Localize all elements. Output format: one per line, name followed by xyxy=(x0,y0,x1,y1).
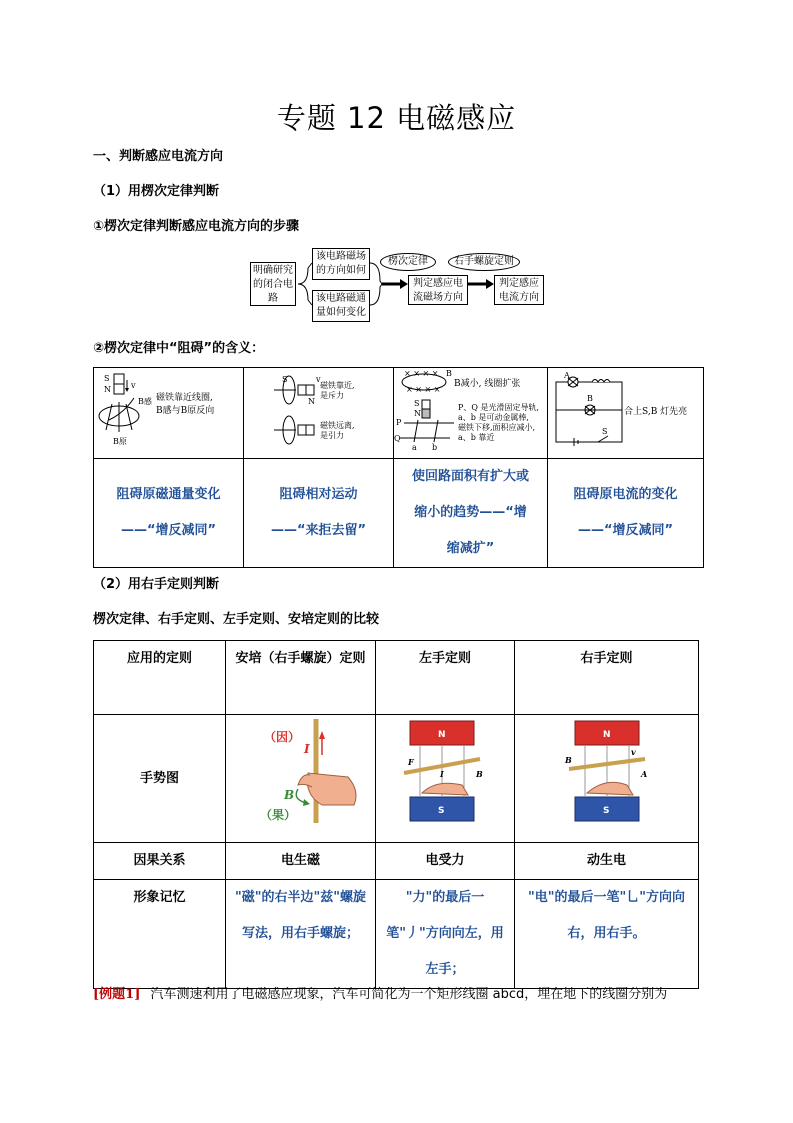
label-p: P xyxy=(396,418,402,427)
area-change-diagram xyxy=(394,368,547,458)
flow-cloud-lenz: 楞次定律 xyxy=(380,253,436,271)
flow-mid-box: 判定感应电流磁场方向 xyxy=(408,275,468,305)
label-switch-s: S xyxy=(602,427,608,436)
label-n: N xyxy=(104,385,111,394)
label-b-original: B原 xyxy=(113,437,127,446)
label-n-top: N xyxy=(308,397,315,406)
cell-relative-motion: 阻碍相对运动——“来拒去留” xyxy=(244,459,394,568)
fig3-text5: a、b 靠近 xyxy=(458,433,495,442)
section-heading-6: 楞次定律、右手定则、左手定则、安培定则的比较 xyxy=(93,612,380,627)
label-s3: S xyxy=(414,399,420,408)
label-s: S xyxy=(104,374,110,383)
page-title: 专题 12 电磁感应 xyxy=(276,101,517,135)
label-n3: N xyxy=(414,409,421,418)
cell-current-change: 阻碍原电流的变化——“增反减同” xyxy=(548,459,704,568)
label-s-right: S xyxy=(603,806,610,816)
label-a-right: A xyxy=(641,769,648,779)
fig2-text1: 磁铁靠近, xyxy=(320,381,355,390)
label-v: v xyxy=(131,381,136,390)
left-hand-figure xyxy=(376,715,514,827)
cause-left-hand: 电受力 xyxy=(376,843,515,880)
cause-ampere: 电生磁 xyxy=(226,843,376,880)
label-field-b: B xyxy=(284,788,295,802)
flow-cloud-right-hand-screw: 右手螺旋定则 xyxy=(448,253,520,271)
gesture-left-hand xyxy=(376,715,515,843)
header-left-hand-rule: 左手定则 xyxy=(376,641,515,715)
fig2-text2: 是斥力 xyxy=(320,391,344,400)
fig-self-induction-circuit xyxy=(548,368,704,459)
section-heading-5: （2）用右手定则判断 xyxy=(93,577,220,592)
memory-right-hand: "电"的最后一笔"乚"方向向右，用右手。 xyxy=(515,880,699,989)
cause-right-hand: 动生电 xyxy=(515,843,699,880)
repel-attract-diagram xyxy=(244,368,393,458)
header-right-hand-rule: 右手定则 xyxy=(515,641,699,715)
header-ampere-rule: 安培（右手螺旋）定则 xyxy=(226,641,376,715)
fig2-text4: 是引力 xyxy=(320,431,344,440)
lenz-flowchart xyxy=(250,243,550,325)
fig4-text1: 合上S,B 灯先亮 xyxy=(624,407,688,417)
fig3-text2: P、Q 是光滑固定导轨, xyxy=(458,403,540,412)
example-label: [例题1] xyxy=(93,987,141,1002)
section-heading-3: ①楞次定律判断感应电流方向的步骤 xyxy=(93,219,300,234)
gesture-ampere xyxy=(226,715,376,843)
fig-approach-repel xyxy=(244,368,394,459)
flow-bottom-box: 该电路磁通量如何变化 xyxy=(312,290,370,322)
label-current-i: I xyxy=(304,742,310,756)
fig-area-change xyxy=(394,368,548,459)
flow-start-box: 明确研究的闭合电路 xyxy=(250,262,296,306)
rule-comparison-table xyxy=(93,640,699,989)
fig2-text3: 磁铁远离, xyxy=(320,421,355,430)
label-lamp-a: A xyxy=(564,371,570,380)
label-cause: （因） xyxy=(264,730,301,744)
label-q: Q xyxy=(394,434,401,443)
fig1-text1: 磁铁靠近线圈, xyxy=(156,393,213,403)
magnet-coil-diagram xyxy=(94,368,243,458)
label-v-top: v xyxy=(316,375,321,384)
label-b-right: B xyxy=(565,755,572,765)
label-a: a xyxy=(412,443,417,452)
right-hand-figure xyxy=(515,715,698,827)
label-n-right: N xyxy=(603,730,611,740)
fig3-text4: 磁铁下移,面积应减小, xyxy=(458,423,536,432)
fig3-text1: B减小, 线圈扩张 xyxy=(454,379,521,389)
memory-ampere: "磁"的右半边"兹"螺旋写法，用右手螺旋； xyxy=(226,880,376,989)
cross-marks-2: × × × × xyxy=(406,385,441,394)
label-s-top: S xyxy=(282,375,288,384)
label-i-left: I xyxy=(440,769,444,779)
cell-flux-change: 阻碍原磁通量变化——“增反减同” xyxy=(94,459,244,568)
flow-top-box: 该电路磁场的方向如何 xyxy=(312,248,370,280)
label-f-left: F xyxy=(408,757,414,767)
label-b-left: B xyxy=(476,769,483,779)
section-heading-4: ②楞次定律中“阻碍”的含义： xyxy=(93,341,265,356)
fig3-text3: a、b 是可动金属棒, xyxy=(458,413,529,422)
example-1 xyxy=(93,983,667,1002)
label-s-left: S xyxy=(438,806,445,816)
ampere-hand-figure xyxy=(226,715,375,827)
flow-end-box: 判定感应电流方向 xyxy=(494,275,544,305)
header-rule: 应用的定则 xyxy=(94,641,226,715)
memory-left-hand: "力"的最后一笔"丿"方向向左，用左手； xyxy=(376,880,515,989)
section-heading-1: 一、判断感应电流方向 xyxy=(93,149,224,164)
row-label-cause: 因果关系 xyxy=(94,843,226,880)
fig-magnet-approach-coil xyxy=(94,368,244,459)
row-label-memory: 形象记忆 xyxy=(94,880,226,989)
section-heading-2: （1）用楞次定律判断 xyxy=(93,184,220,199)
label-b: B xyxy=(446,369,452,378)
cross-marks: × × × × xyxy=(404,369,439,378)
row-label-gesture: 手势图 xyxy=(94,715,226,843)
label-lamp-b: B xyxy=(587,394,593,403)
label-n-left: N xyxy=(438,730,446,740)
cell-area-change: 使回路面积有扩大或缩小的趋势——“增缩减扩” xyxy=(394,459,548,568)
label-v-right: v xyxy=(631,747,636,757)
gesture-right-hand xyxy=(515,715,699,843)
obstruction-meaning-table xyxy=(93,367,704,568)
label-b-induced: B感 xyxy=(138,397,152,406)
example-text: 汽车测速利用了电磁感应现象，汽车可简化为一个矩形线圈 abcd，埋在地下的线圈分别为 xyxy=(150,987,668,1002)
label-b-rod: b xyxy=(432,443,438,452)
circuit-diagram xyxy=(548,368,703,458)
fig1-text2: B感与B原反向 xyxy=(156,406,215,416)
label-effect: （果） xyxy=(260,808,297,822)
